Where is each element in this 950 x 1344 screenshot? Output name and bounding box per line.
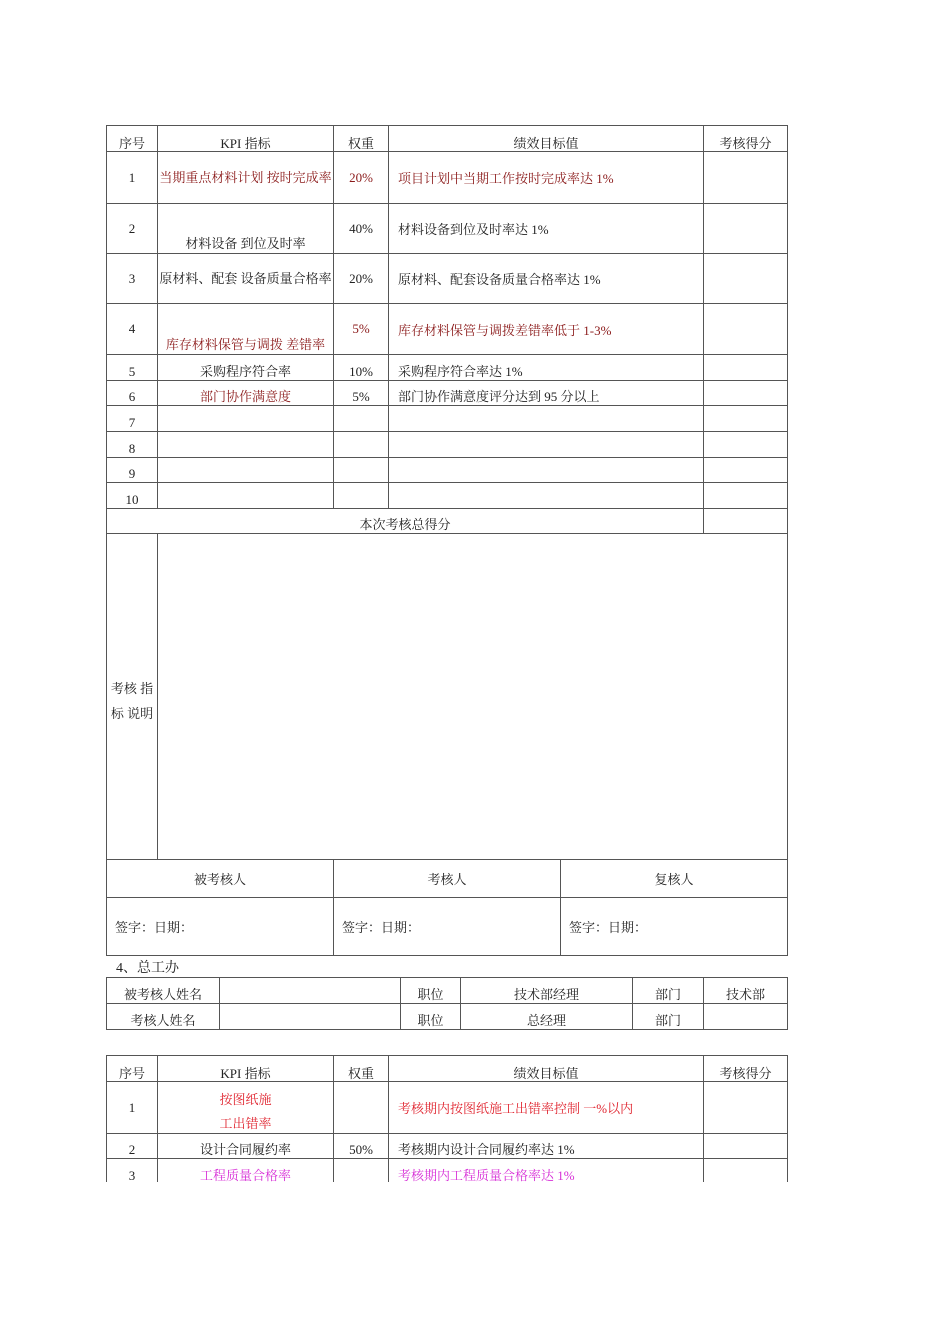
row1-weight: 20% — [349, 169, 373, 185]
appraisee-dept-label: 部门 — [654, 987, 681, 1002]
appraiser-dept-value[interactable] — [704, 1004, 787, 1030]
notes-label-line2: 标 说明 — [110, 706, 154, 721]
row5-target: 采购程序符合率达 1% — [398, 364, 523, 379]
appraisee-dept-value: 技术部 — [725, 987, 765, 1002]
row1-no: 1 — [128, 169, 136, 185]
notes-content[interactable] — [158, 534, 787, 859]
row5-score[interactable] — [704, 355, 787, 380]
row1-kpi: 当期重点材料计划 按时完成率 — [159, 170, 332, 185]
t2-row3-weight — [334, 1159, 388, 1185]
t2-row1-score[interactable] — [704, 1082, 787, 1133]
t2-row2-kpi: 设计合同履约率 — [199, 1142, 291, 1157]
row1-score[interactable] — [704, 152, 787, 203]
row4-target: 库存材料保管与调拨差错率低于 1-3% — [398, 322, 612, 338]
row3-target: 原材料、配套设备质量合格率达 1% — [398, 272, 601, 287]
appraisee-name-label: 被考核人姓名 — [123, 987, 202, 1002]
row6-score[interactable] — [704, 381, 787, 405]
notes-label-line1: 考核 指 — [110, 681, 154, 696]
row2-no: 2 — [128, 220, 136, 236]
sign-field-appraisee[interactable]: 签字：日期： — [115, 920, 194, 935]
header-no: 序号 — [118, 136, 145, 151]
row4-weight: 5% — [352, 321, 370, 336]
t2-row2-score[interactable] — [704, 1134, 787, 1158]
appraisee-position-label: 职位 — [417, 987, 444, 1002]
row3-kpi: 原材料、配套 设备质量合格率 — [159, 271, 332, 286]
page-bottom-blank — [0, 1183, 950, 1344]
header-score: 考核得分 — [719, 136, 772, 151]
t2-row1-kpi-line2: 工出错率 — [219, 1116, 272, 1131]
appraisee-name-field[interactable] — [220, 978, 400, 1003]
appraiser-name-label: 考核人姓名 — [130, 1013, 196, 1028]
row2-target: 材料设备到位及时率达 1% — [398, 222, 549, 237]
row5-kpi: 采购程序符合率 — [199, 364, 291, 379]
appraisee-position-value: 技术部经理 — [513, 987, 579, 1002]
row4-score[interactable] — [704, 304, 787, 354]
t2-header-score: 考核得分 — [719, 1066, 772, 1081]
total-score-label: 本次考核总得分 — [359, 517, 451, 532]
appraiser-dept-label: 部门 — [654, 1013, 681, 1028]
t2-row1-weight — [334, 1082, 388, 1133]
row1-target: 项目计划中当期工作按时完成率达 1% — [398, 171, 614, 186]
t2-row1-target: 考核期内按图纸施工出错率控制 一%以内 — [398, 1101, 634, 1116]
row8-no: 8 — [128, 441, 136, 456]
row7-no: 7 — [128, 415, 136, 430]
t2-header-weight: 权重 — [347, 1066, 374, 1081]
appraiser-position-label: 职位 — [417, 1013, 444, 1028]
row6-kpi: 部门协作满意度 — [199, 389, 291, 404]
row6-weight: 5% — [352, 389, 370, 404]
t2-header-kpi: KPI 指标 — [220, 1066, 271, 1081]
sign-header-appraisee: 被考核人 — [193, 872, 246, 887]
t2-row3-score[interactable] — [704, 1159, 787, 1182]
row2-score[interactable] — [704, 204, 787, 253]
t2-row3-kpi: 工程质量合格率 — [199, 1168, 291, 1183]
row3-score[interactable] — [704, 254, 787, 303]
header-kpi: KPI 指标 — [220, 136, 271, 151]
sign-field-reviewer[interactable]: 签字：日期： — [569, 920, 648, 935]
sign-header-appraiser: 考核人 — [427, 872, 467, 887]
row6-no: 6 — [128, 389, 136, 404]
row5-weight: 10% — [349, 364, 373, 379]
t2-header-no: 序号 — [118, 1066, 145, 1081]
total-score-value[interactable] — [704, 509, 787, 533]
header-weight: 权重 — [347, 136, 374, 151]
row3-weight: 20% — [349, 270, 373, 286]
t2-row2-weight: 50% — [349, 1142, 373, 1157]
sign-field-appraiser[interactable]: 签字：日期： — [342, 920, 421, 935]
row5-no: 5 — [128, 364, 136, 379]
t2-row2-target: 考核期内设计合同履约率达 1% — [398, 1142, 575, 1157]
t2-row1-no: 1 — [128, 1099, 136, 1115]
sign-header-reviewer: 复核人 — [654, 872, 694, 887]
row4-kpi: 库存材料保管与调拨 差错率 — [165, 337, 326, 352]
t2-row2-no: 2 — [128, 1142, 136, 1157]
notes-label — [107, 676, 157, 726]
t2-row1-kpi-line1: 按图纸施 — [219, 1092, 272, 1107]
row2-weight: 40% — [349, 220, 373, 236]
header-target: 绩效目标值 — [513, 136, 579, 151]
row6-target: 部门协作满意度评分达到 95 分以上 — [398, 389, 600, 404]
t2-header-target: 绩效目标值 — [513, 1066, 579, 1081]
t2-row3-no: 3 — [128, 1168, 136, 1183]
t2-row3-target: 考核期内工程质量合格率达 1% — [398, 1168, 575, 1183]
row10-no: 10 — [125, 492, 139, 507]
row9-no: 9 — [128, 466, 136, 481]
row2-kpi: 材料设备 到位及时率 — [185, 236, 306, 251]
row4-no: 4 — [128, 321, 136, 336]
appraiser-name-field[interactable] — [220, 1004, 400, 1029]
row3-no: 3 — [128, 270, 136, 286]
appraiser-position-value: 总经理 — [526, 1013, 566, 1028]
t2-row1-kpi — [158, 1088, 333, 1136]
section-title: 4、总工办 — [116, 961, 179, 976]
